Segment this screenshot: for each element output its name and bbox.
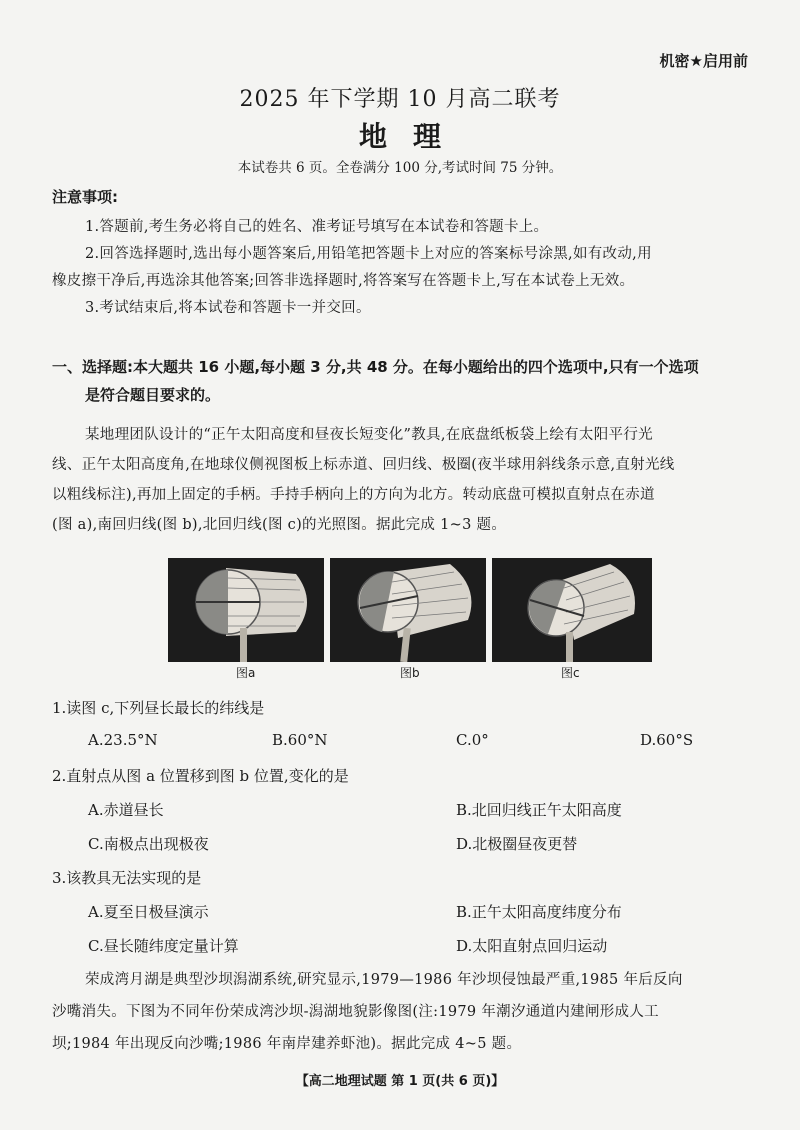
question-3-option-c: C.昼长随纬度定量计算 — [88, 937, 239, 955]
question-3-stem: 3.该教具无法实现的是 — [52, 869, 202, 887]
question-2-option-d: D.北极圈昼夜更替 — [456, 835, 578, 853]
material-line: 线、正午太阳高度角,在地球仪侧视图板上标赤道、回归线、极圈(夜半球用斜线条示意,直射光线 — [52, 457, 675, 473]
question-2-option-a: A.赤道昼长 — [88, 801, 164, 819]
exam-title: 2025 年下学期 10 月高二联考 — [239, 87, 561, 112]
question-2-option-b: B.北回归线正午太阳高度 — [456, 801, 622, 819]
material-line: 某地理团队设计的“正午太阳高度和昼夜长短变化”教具,在底盘纸板袋上绘有太阳平行光 — [85, 427, 653, 443]
question-2-option-c: C.南极点出现极夜 — [88, 835, 209, 853]
figure-c-photo — [492, 558, 652, 662]
material-line: 荣成湾月湖是典型沙坝潟湖系统,研究显示,1979—1986 年沙坝侵蚀最严重,1985 年后反向 — [85, 972, 683, 988]
confidential-label: 机密★启用前 — [659, 52, 748, 70]
notes-line: 橡皮擦干净后,再选涂其他答案;回答非选择题时,将答案写在答题卡上,写在本试卷上无效。 — [52, 273, 635, 289]
section-heading-cont: 是符合题目要求的。 — [85, 386, 221, 404]
notes-heading: 注意事项: — [52, 188, 118, 206]
question-1-option-b: B.60°N — [272, 731, 328, 749]
material-line: 以粗线标注),再加上固定的手柄。手持手柄向上的方向为北方。转动底盘可模拟直射点在赤道 — [52, 487, 655, 503]
question-1-option-c: C.0° — [456, 731, 489, 749]
material-line: (图 a),南回归线(图 b),北回归线(图 c)的光照图。据此完成 1~3 题。 — [52, 517, 507, 533]
material-line: 沙嘴消失。下图为不同年份荣成湾沙坝-潟湖地貌影像图(注:1979 年潮汐通道内建闸形成人工 — [52, 1004, 659, 1020]
figure-a-photo — [168, 558, 324, 662]
notes-line: 3.考试结束后,将本试卷和答题卡一并交回。 — [85, 300, 371, 316]
notes-line: 1.答题前,考生务必将自己的姓名、准考证号填写在本试卷和答题卡上。 — [85, 219, 549, 235]
question-2-stem: 2.直射点从图 a 位置移到图 b 位置,变化的是 — [52, 767, 349, 785]
figure-group — [168, 558, 652, 662]
question-1-option-d: D.60°S — [640, 731, 694, 749]
notes-line: 2.回答选择题时,选出每小题答案后,用铅笔把答题卡上对应的答案标号涂黑,如有改动,用 — [85, 246, 652, 262]
question-3-option-a: A.夏至日极昼演示 — [88, 903, 209, 921]
question-1-stem: 1.读图 c,下列昼长最长的纬线是 — [52, 699, 265, 717]
figure-b-photo — [330, 558, 486, 662]
question-3-option-d: D.太阳直射点回归运动 — [456, 937, 608, 955]
figure-c-caption: 图c — [561, 666, 580, 680]
figure-a-caption: 图a — [236, 666, 256, 680]
subject-title: 地理 — [358, 120, 467, 153]
figure-b-caption: 图b — [400, 666, 420, 680]
material-line: 坝;1984 年出现反向沙嘴;1986 年南岸建养虾池)。据此完成 4~5 题。 — [52, 1036, 522, 1052]
exam-intro: 本试卷共 6 页。全卷满分 100 分,考试时间 75 分钟。 — [237, 160, 563, 176]
question-3-option-b: B.正午太阳高度纬度分布 — [456, 903, 622, 921]
section-heading: 一、选择题:本大题共 16 小题,每小题 3 分,共 48 分。在每小题给出的四个选项中,只有一个选项 — [52, 358, 699, 376]
page-footer: 【高二地理试题 第 1 页(共 6 页)】 — [295, 1074, 505, 1089]
question-1-option-a: A.23.5°N — [88, 731, 158, 749]
